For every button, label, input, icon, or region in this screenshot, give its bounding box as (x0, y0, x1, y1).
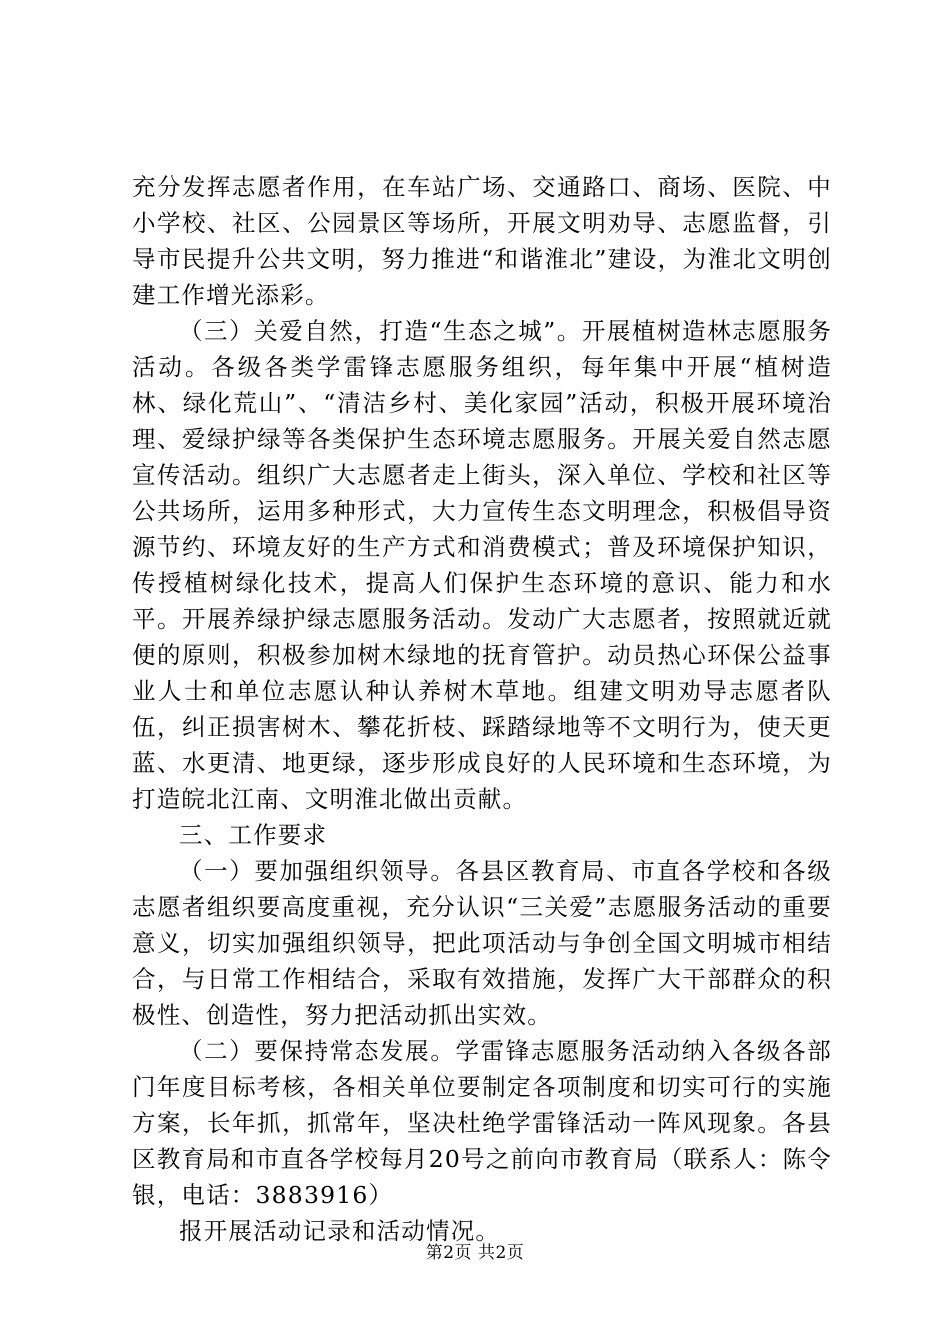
paragraph-3: （一）要加强组织领导。各县区教育局、市直各学校和各级志愿者组织要高度重视，充分认识“三关爱”志愿服务活动的重要意义，切实加强组织领导，把此项活动与争创全国文明城市相结合，与日常工作相结合，采取有效措施，发挥广大干部群众的积极性、创造性，努力把活动抓出实效。 (132, 857, 832, 1029)
paragraph-4: （二）要保持常态发展。学雷锋志愿服务活动纳入各级各部门年度目标考核，各相关单位要制定各项制度和切实可行的实施方案，长年抓，抓常年，坚决杜绝学雷锋活动一阵风现象。各县区教育局和市直各学校每月20号之前向市教育局（联系人：陈令银，电话：3883916） (132, 1037, 832, 1209)
paragraph-5: 报开展活动记录和活动情况。 (179, 1217, 501, 1245)
section-heading: 三、工作要求 (179, 821, 328, 849)
paragraph-2: （三）关爱自然，打造“生态之城”。开展植树造林志愿服务活动。各级各类学雷锋志愿服务组织，每年集中开展“植树造林、绿化荒山”、“清洁乡村、美化家园”活动，积极开展环境治理、爱绿护绿等各类保护生态环境志愿服务。开展关爱自然志愿宣传活动。组织广大志愿者走上街头，深入单位、学校和社区等公共场所，运用多种形式，大力宣传生态文明理念，积极倡导资源节约、环境友好的生产方式和消费模式；普及环境保护知识，传授植树绿化技术，提高人们保护生态环境的意识、能力和水平。开展养绿护绿志愿服务活动。发动广大志愿者，按照就近就便的原则，积极参加树木绿地的抚育管护。动员热心环保公益事业人士和单位志愿认种认养树木草地。组建文明劝导志愿者队伍，纠正损害树木、攀花折枝、踩踏绿地等不文明行为，使天更蓝、水更清、地更绿，逐步形成良好的人民环境和生态环境，为打造皖北江南、文明淮北做出贡献。 (132, 317, 832, 813)
paragraph-1: 充分发挥志愿者作用，在车站广场、交通路口、商场、医院、中小学校、社区、公园景区等场所，开展文明劝导、志愿监督，引导市民提升公共文明，努力推进“和谐淮北”建设，为淮北文明创建工作增光添彩。 (132, 173, 832, 309)
document-body (132, 169, 832, 1249)
page-footer: 第2页 共2页 (425, 1243, 525, 1263)
